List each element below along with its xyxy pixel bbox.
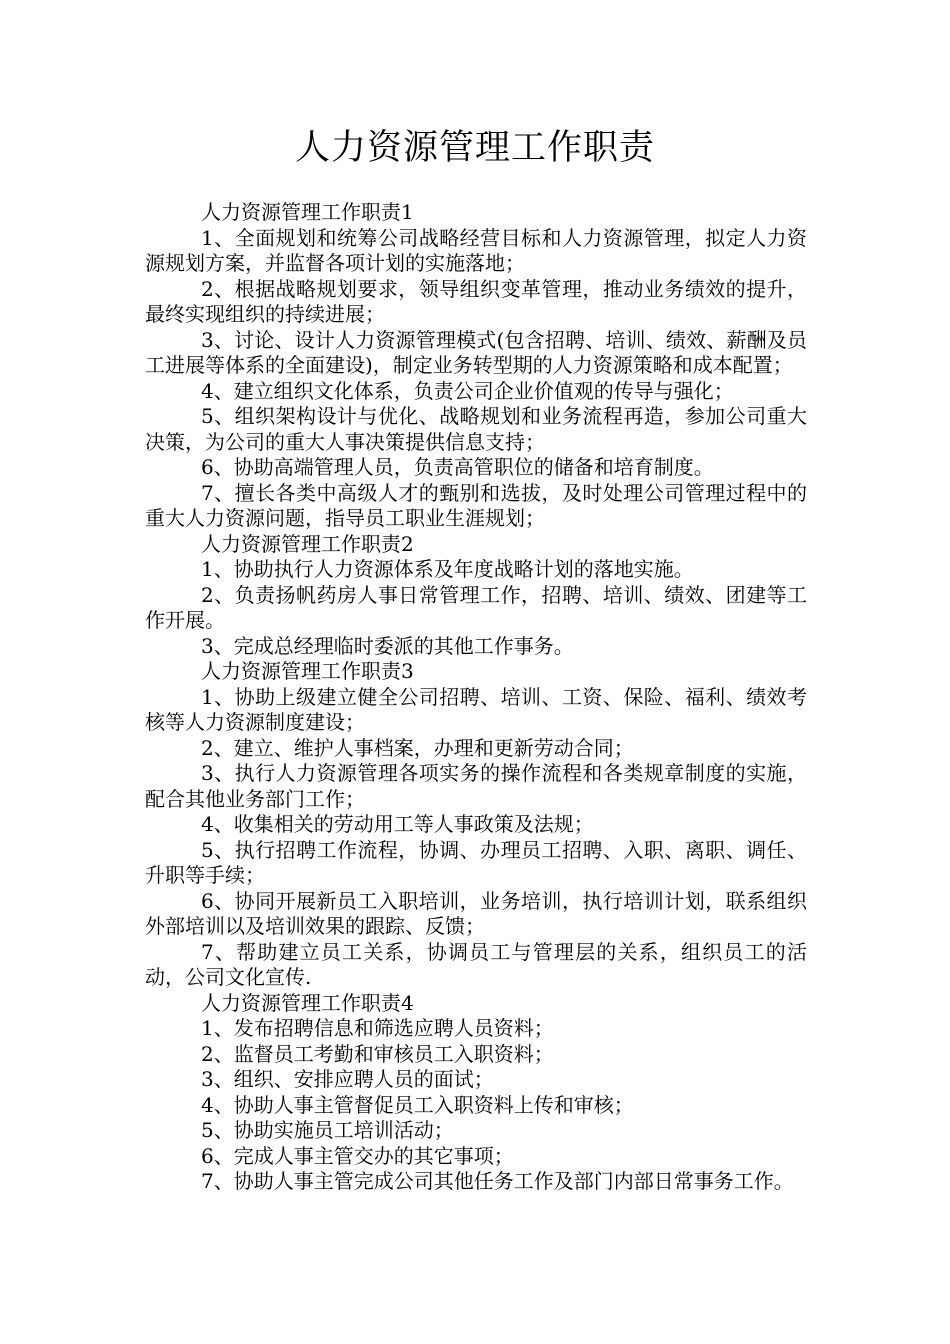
section-heading: 人力资源管理工作职责3 — [201, 659, 414, 683]
list-item: 4、收集相关的劳动用工等人事政策及法规； — [201, 812, 594, 836]
list-item: 5、组织架构设计与优化、战略规划和业务流程再造，参加公司重大决策，为公司的重大人事决策提供信息支持； — [145, 404, 807, 454]
list-item: 7、擅长各类中高级人才的甄别和选拔，及时处理公司管理过程中的重大人力资源问题，指导员工职业生涯规划； — [145, 480, 807, 530]
list-item: 2、负责扬帆药房人事日常管理工作，招聘、培训、绩效、团建等工作开展。 — [145, 582, 807, 632]
list-item: 4、建立组织文化体系，负责公司企业价值观的传导与强化； — [201, 378, 734, 403]
list-item: 5、执行招聘工作流程，协调、办理员工招聘、入职、离职、调任、升职等手续； — [145, 837, 807, 887]
list-item: 2、建立、维护人事档案，办理和更新劳动合同； — [201, 735, 634, 760]
section-heading: 人力资源管理工作职责4 — [201, 990, 414, 1015]
list-item: 1、协助执行人力资源体系及年度战略计划的落地实施。 — [201, 557, 694, 581]
list-item: 6、协同开展新员工入职培训，业务培训，执行培训计划，联系组织外部培训以及培训效果的跟踪、反馈； — [145, 888, 807, 938]
list-item: 4、协助人事主管督促员工入职资料上传和审核； — [201, 1092, 634, 1117]
list-item: 5、协助实施员工培训活动； — [201, 1118, 454, 1142]
list-item: 1、发布招聘信息和筛选应聘人员资料； — [201, 1016, 554, 1040]
section-1 — [145, 200, 807, 532]
section-3 — [145, 659, 807, 991]
list-item: 1、协助上级建立健全公司招聘、培训、工资、保险、福利、绩效考核等人力资源制度建设； — [145, 684, 807, 734]
section-heading: 人力资源管理工作职责1 — [201, 200, 414, 224]
list-item: 2、监督员工考勤和审核员工入职资料； — [201, 1041, 554, 1066]
list-item: 3、讨论、设计人力资源管理模式(包含招聘、培训、绩效、薪酬及员工进展等体系的全面建设)，制定业务转型期的人力资源策略和成本配置； — [145, 327, 807, 377]
list-item: 7、帮助建立员工关系，协调员工与管理层的关系，组织员工的活动，公司文化宣传. — [145, 939, 807, 989]
document-title: 人力资源管理工作职责 — [294, 128, 655, 168]
list-item: 3、完成总经理临时委派的其他工作事务。 — [201, 633, 574, 658]
document-body — [145, 200, 807, 1195]
section-heading: 人力资源管理工作职责2 — [201, 531, 414, 556]
list-item: 7、协助人事主管完成公司其他任务工作及部门内部日常事务工作。 — [201, 1169, 794, 1193]
list-item: 6、完成人事主管交办的其它事项； — [201, 1143, 514, 1168]
list-item: 2、根据战略规划要求，领导组织变革管理，推动业务绩效的提升，最终实现组织的持续进展； — [145, 276, 807, 326]
list-item: 3、组织、安排应聘人员的面试； — [201, 1067, 494, 1091]
list-item: 1、全面规划和统筹公司战略经营目标和人力资源管理，拟定人力资源规划方案，并监督各项计划的实施落地； — [145, 225, 807, 275]
section-2 — [145, 532, 807, 660]
list-item: 3、执行人力资源管理各项实务的操作流程和各类规章制度的实施，配合其他业务部门工作； — [145, 761, 807, 811]
section-4 — [145, 991, 807, 1195]
list-item: 6、协助高端管理人员，负责高管职位的储备和培育制度。 — [201, 455, 714, 479]
